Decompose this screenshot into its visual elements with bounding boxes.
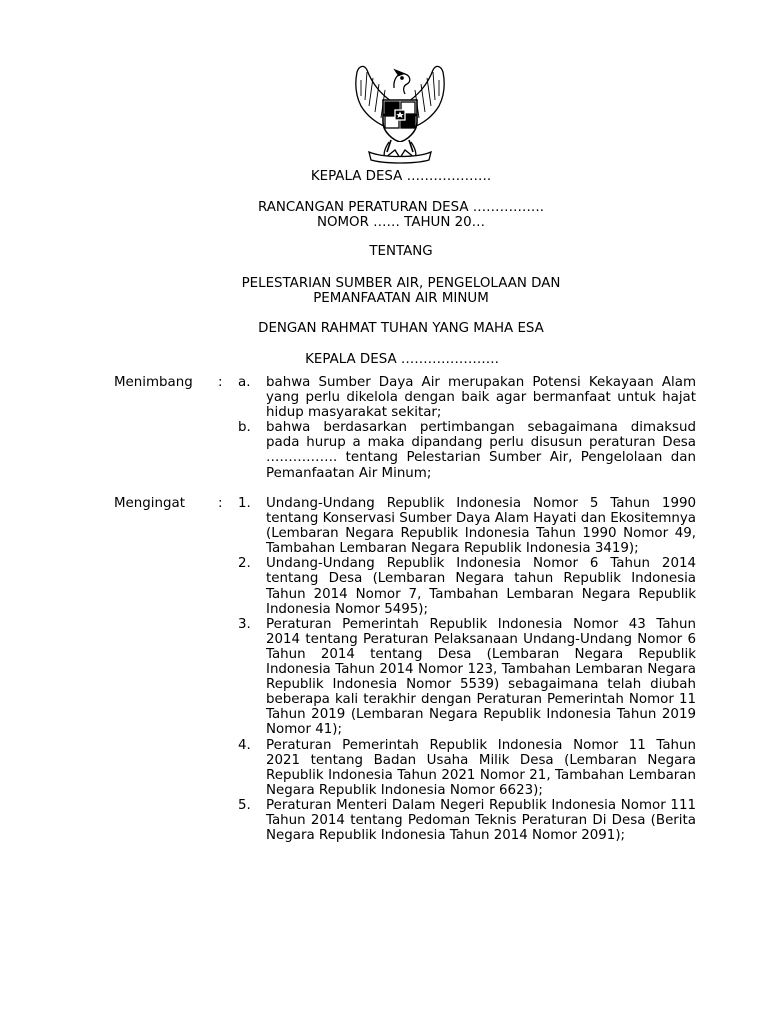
list-item: [238, 496, 696, 556]
list-item: [238, 798, 696, 843]
list-item-marker: 5.: [238, 797, 251, 813]
mengingat-label: Mengingat: [114, 496, 185, 511]
list-item-marker: 1.: [238, 496, 251, 511]
kepala-desa-heading-2: KEPALA DESA ………………….: [305, 352, 499, 367]
rancangan-heading: [0, 200, 768, 230]
list-item: [238, 375, 696, 420]
mengingat-list: [238, 496, 696, 843]
list-item: [238, 420, 696, 480]
list-item: [238, 556, 696, 616]
rahmat-heading: DENGAN RAHMAT TUHAN YANG MAHA ESA: [258, 321, 544, 336]
list-item-marker: b.: [238, 420, 251, 436]
kepala-desa-heading: KEPALA DESA ……………….: [310, 169, 492, 184]
list-item-text: bahwa berdasarkan pertimbangan sebagaimana dimaksud pada hurup a maka dipandang perlu disusun peraturan Desa ……………. tentang Pelestarian Sumber Air, Pengelolaan dan Pemanfaatan Air Minum;: [266, 420, 696, 481]
list-item-marker: 3.: [238, 616, 251, 632]
tentang-heading: TENTANG: [369, 244, 433, 259]
regulation-title-line-2: PEMANFAATAN AIR MINUM: [313, 291, 489, 306]
list-item-text: bahwa Sumber Daya Air merupakan Potensi Kekayaan Alam yang perlu dikelola dengan baik agar bermanfaat untuk hajat hidup masyarakat sekitar;: [266, 375, 696, 421]
rancangan-title: RANCANGAN PERATURAN DESA …………….: [257, 200, 544, 215]
menimbang-label: Menimbang: [114, 375, 193, 390]
list-item-text: Peraturan Pemerintah Republik Indonesia Nomor 11 Tahun 2021 tentang Badan Usaha Milik Desa (Lembaran Negara Republik Indonesia Tahun 2021 Nomor 21, Tambahan Lembaran Negara Republik Indonesia Nomor 6623);: [266, 737, 696, 798]
nomor-tahun-line: NOMOR …… TAHUN 20…: [316, 215, 486, 230]
list-item-text: Undang-Undang Republik Indonesia Nomor 5 Tahun 1990 tentang Konservasi Sumber Daya Alam Hayati dan Ekositemnya (Lembaran Negara Republik Indonesia Tahun 1990 Nomor 49, Tambahan Lembaran Negara Republik Indonesia 3419);: [266, 496, 696, 557]
list-item-marker: a.: [238, 375, 251, 390]
list-item-text: Peraturan Pemerintah Republik Indonesia Nomor 43 Tahun 2014 tentang Peraturan Pelaksanaan Undang-Undang Nomor 6 Tahun 2014 tentang Desa (Lembaran Negara Republik Indonesia Tahun 2014 Nomor 123, Tambahan Lembaran Negara Republik Indonesia Nomor 5539) sebagaimana telah diubah beberapa kali terakhir dengan Peraturan Pemerintah Nomor 11 Tahun 2019 (Lembaran Negara Republik Indonesia Tahun 2019 Nomor 41);: [266, 616, 696, 738]
menimbang-colon: :: [218, 375, 223, 390]
list-item-marker: 4.: [238, 737, 251, 753]
mengingat-colon: :: [218, 496, 223, 511]
list-item-marker: 2.: [238, 556, 251, 572]
list-item: [238, 617, 696, 738]
list-item-text: Undang-Undang Republik Indonesia Nomor 6 Tahun 2014 tentang Desa (Lembaran Negara tahun Republik Indonesia Tahun 2014 Nomor 7, Tambahan Lembaran Negara Republik Indonesia Nomor 5495);: [266, 556, 696, 617]
garuda-emblem-icon: [345, 60, 455, 164]
menimbang-list: [238, 375, 696, 481]
regulation-title: [0, 276, 768, 306]
list-item-text: Peraturan Menteri Dalam Negeri Republik Indonesia Nomor 111 Tahun 2014 tentang Pedoman Teknis Peraturan Di Desa (Berita Negara Republik Indonesia Tahun 2014 Nomor 2091);: [266, 797, 696, 844]
regulation-title-line-1: PELESTARIAN SUMBER AIR, PENGELOLAAN DAN: [241, 276, 561, 291]
list-item: [238, 738, 696, 798]
